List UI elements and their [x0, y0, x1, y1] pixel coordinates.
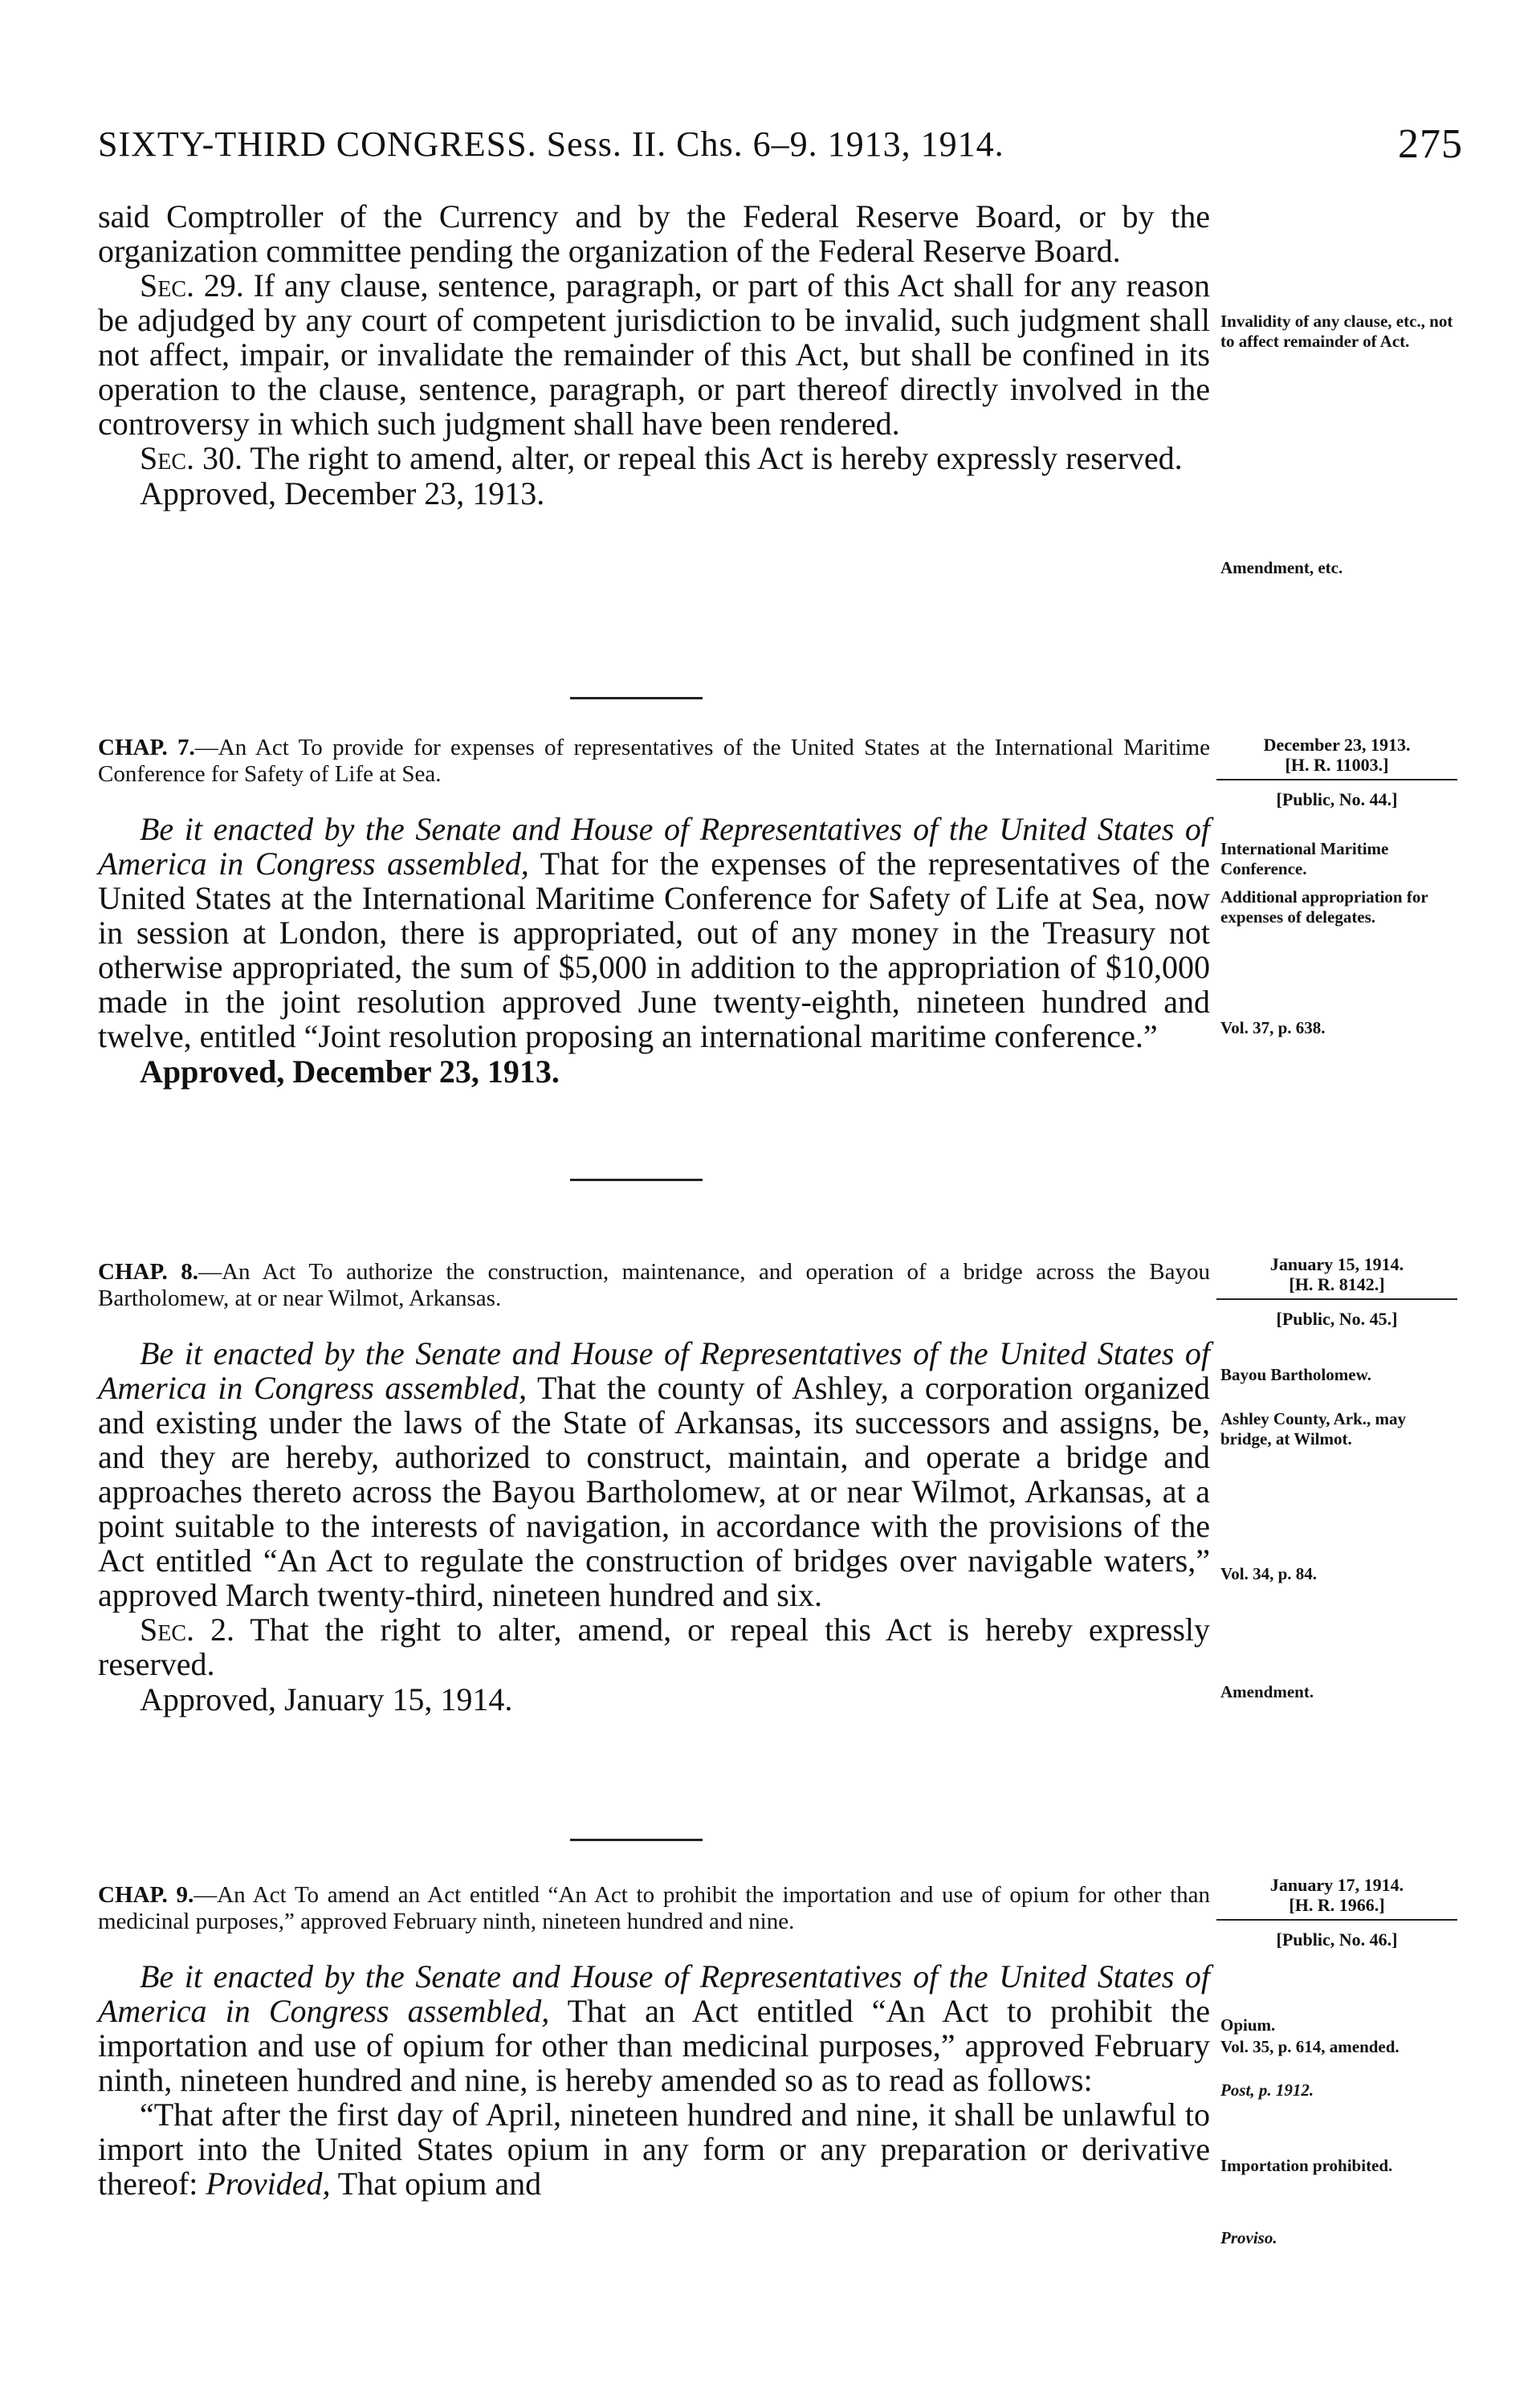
chap8-side-rule	[1216, 1298, 1457, 1300]
chap8-block	[98, 1259, 1210, 1718]
chap8-margin-amendment: Amendment.	[1220, 1682, 1314, 1701]
running-head	[98, 120, 1463, 169]
chap8-margin-vol: Vol. 34, p. 84.	[1220, 1564, 1318, 1583]
chap8-hr-number: [H. R. 8142.]	[1289, 1274, 1385, 1294]
chap7-margin-appropriation: Additional appropriation for expenses of delegates.	[1220, 887, 1428, 927]
chap8-sec2-text: That the right to alter, amend, or repeal this Act is hereby expressly reserved.	[98, 1611, 1211, 1682]
chap8-date-text: January 15, 1914.	[1269, 1254, 1404, 1274]
section-29	[98, 268, 1210, 441]
chap9-title-text: —An Act To amend an Act entitled “An Act to prohibit the importation and use of opium for other than medicinal purposes,” approved February ninth, nineteen hundred and nine.	[98, 1882, 1210, 1934]
chap7-date-text: December 23, 1913.	[1263, 735, 1411, 755]
section-30-text: The right to amend, alter, or repeal this Act is hereby expressly reserved.	[250, 440, 1183, 476]
chap9-title	[98, 1882, 1210, 1935]
section-30-label: Sec. 30.	[140, 440, 243, 476]
chap9-public-number: [Public, No. 46.]	[1276, 1929, 1398, 1950]
chap7-side-rule	[1216, 779, 1457, 780]
chap8-label: CHAP. 8.	[98, 1259, 199, 1285]
chap8-body: That the county of Ashley, a corporation organized and existing under the laws of the State of Arkansas, its successors and assigns, be, and they are hereby, authorized to construct, maintain, and operate a bridge and approaches thereto across the Bayou Bartholomew, at or near Wilmot, Arkansas, at a point suitable to the interests of navigation, in accordance with the provisions of the Act entitled “An Act to regulate the construction of bridges over navigable waters,” approved March twenty-third, nineteen hundred and six.	[98, 1370, 1210, 1613]
chap7-body: That for the expenses of the representatives of the United States at the International Maritime Conference for Safety of Life at Sea, now in session at London, there is appropriated, out of any money in the Treasury not otherwise appropriated, the sum of $5,000 in addition to the appropriation of $10,000 made in the joint resolution approved June twenty-eighth, nineteen hundred and twelve, entitled “Joint resolution proposing an international maritime conference.”	[98, 845, 1210, 1054]
chap7-block	[98, 735, 1210, 1090]
section-29-text: If any clause, sentence, paragraph, or part of this Act shall for any reason be adjudged by any court of competent jurisdiction to be invalid, such judgment shall not affect, impair, or invalidate the remainder of this Act, but shall be confined in its operation to the clause, sentence, paragraph, or part thereof directly involved in the controversy in which such judgment shall have been rendered.	[98, 267, 1211, 442]
continuation-text	[98, 199, 1210, 512]
chap8-margin-bayou: Bayou Bartholomew.	[1220, 1365, 1371, 1384]
chap8-section-2	[98, 1612, 1210, 1681]
chap7-public-number: [Public, No. 44.]	[1276, 789, 1398, 809]
chap8-enact: Be it enacted by the Senate and House of Representatives of the United States of America in Congress assembled,	[98, 1335, 1210, 1406]
running-head-title: SIXTY-THIRD CONGRESS. Sess. II. Chs. 6–9. 1913, 1914.	[98, 124, 1004, 164]
section-30	[98, 441, 1210, 475]
chap7-margin-vol: Vol. 37, p. 638.	[1220, 1018, 1326, 1037]
chap9-margin-vol: Vol. 35, p. 614, amended.	[1220, 2037, 1400, 2056]
page-number: 275	[1398, 121, 1463, 167]
chap9-margin-post-text: Post, p. 1912.	[1220, 2080, 1314, 2100]
chap9-date	[1220, 1875, 1453, 1915]
section-29-label: Sec. 29.	[140, 267, 244, 304]
chap7-approved: Approved, December 23, 1913.	[140, 1053, 560, 1090]
chap7-enacting-clause	[98, 812, 1210, 1053]
margin-note-invalidity: Invalidity of any clause, etc., not to affect remainder of Act.	[1220, 312, 1453, 351]
section-divider	[570, 697, 703, 699]
chap9-margin-importation: Importation prohibited.	[1220, 2156, 1393, 2175]
chap9-label: CHAP. 9.	[98, 1882, 194, 1908]
chap7-title-text: —An Act To provide for expenses of representatives of the United States at the International Maritime Conference for Safety of Life at Sea.	[98, 735, 1210, 787]
chap7-enact: Be it enacted by the Senate and House of Representatives of the United States of America in Congress assembled,	[98, 811, 1210, 882]
chap8-enacting-clause	[98, 1336, 1210, 1612]
chap9-margin-opium: Opium.	[1220, 2015, 1276, 2035]
chap9-proviso-word: Provided,	[206, 2166, 331, 2202]
chap8-public-number: [Public, No. 45.]	[1276, 1309, 1398, 1329]
chap7-title	[98, 735, 1210, 788]
chap9-enact: Be it enacted by the Senate and House of Representatives of the United States of America in Congress assembled,	[98, 1958, 1210, 2029]
chap8-title	[98, 1259, 1210, 1312]
continuation-approved: Approved, December 23, 1913.	[140, 475, 545, 511]
chap9-side-rule	[1216, 1919, 1457, 1921]
chap8-title-text: —An Act To authorize the construction, maintenance, and operation of a bridge across the Bayou Bartholomew, at or near Wilmot, Arkansas.	[98, 1259, 1211, 1311]
chap7-margin-conference: International Maritime Conference.	[1220, 839, 1389, 878]
chap7-hr-number: [H. R. 11003.]	[1285, 755, 1389, 775]
chap9-quote-tail: That opium and	[337, 2166, 542, 2202]
chap8-margin-county: Ashley County, Ark., may bridge, at Wilmot.	[1220, 1409, 1407, 1448]
chap8-date	[1220, 1254, 1453, 1294]
chap9-date-text: January 17, 1914.	[1269, 1875, 1404, 1895]
chap9-block	[98, 1882, 1210, 2201]
section-divider	[570, 1179, 703, 1181]
chap9-body: That an Act entitled “An Act to prohibit the importation and use of opium for other than medicinal purposes,” approved February ninth, nineteen hundred and nine, is hereby amended so as to read as follows:	[98, 1993, 1210, 2098]
chap8-approved: Approved, January 15, 1914.	[140, 1681, 513, 1717]
chap9-hr-number: [H. R. 1966.]	[1289, 1895, 1385, 1915]
chap8-sec2-label: Sec. 2.	[140, 1611, 235, 1648]
chap9-margin-post	[1220, 2080, 1453, 2100]
chap9-quoted-text	[98, 2097, 1210, 2201]
section-divider	[570, 1839, 703, 1841]
margin-note-amendment: Amendment, etc.	[1220, 558, 1343, 577]
chap9-margin-proviso-text: Proviso.	[1220, 2228, 1277, 2247]
chap9-enacting-clause	[98, 1959, 1210, 2097]
chap7-label: CHAP. 7.	[98, 735, 195, 760]
chap9-margin-proviso	[1220, 2228, 1453, 2248]
chap7-date	[1220, 735, 1453, 775]
chap9-quote-intro: “That after the first day of April, nineteen hundred and nine, it shall be unlawful to import into the United States opium in any form or any preparation or derivative thereof:	[98, 2096, 1210, 2202]
continuation-paragraph: said Comptroller of the Currency and by the Federal Reserve Board, or by the organization committee pending the organization of the Federal Reserve Board.	[98, 198, 1210, 269]
